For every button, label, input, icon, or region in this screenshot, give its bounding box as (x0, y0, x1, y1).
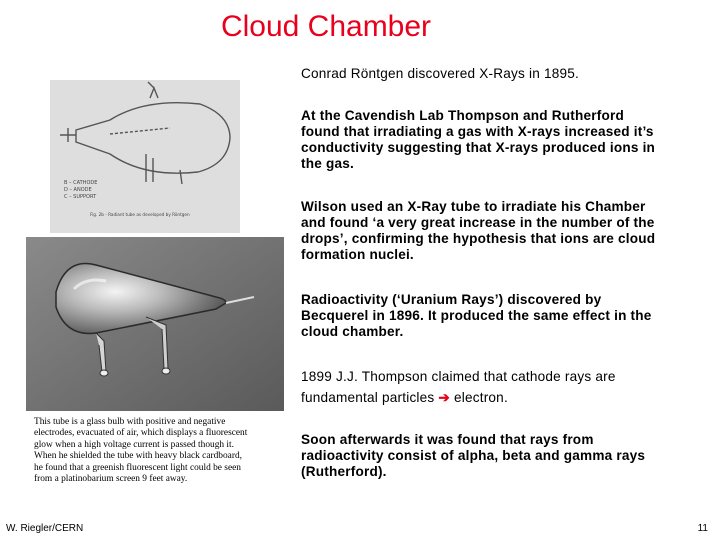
thompson-text: 1899 J.J. Thompson claimed that cathode rays are fundamental particles (301, 369, 616, 405)
page-number: 11 (697, 523, 708, 534)
right-arrow-icon: ➔ (438, 390, 450, 405)
label-support: C – SUPPORT (64, 194, 97, 200)
photo-caption: This tube is a glass bulb with positive and negative electrodes, evacuated of air, which displays a fluorescent glow when a high voltage current is passed though it. When he shielded the tube with heavy black cardboard, he found that a greenish fluorescent light could be seen from a platinobarium screen 9 feet away. (34, 417, 248, 485)
xray-tube-photo (26, 237, 284, 411)
paragraph-cavendish: At the Cavendish Lab Thompson and Rutherford found that irradiating a gas with X-rays increased it’s conductivity suggesting that X-rays produced ions in the gas. (301, 108, 656, 171)
xray-tube-diagram (50, 80, 240, 233)
paragraph-wilson: Wilson used an X-Ray tube to irradiate his Chamber and found ‘a very great increase in the number of the drops’, confirming the hypothesis that ions are cloud formation nuclei. (301, 199, 656, 262)
paragraph-becquerel: Radioactivity (‘Uranium Rays’) discovered by Becquerel in 1896. It produced the same effect in the cloud chamber. (301, 292, 652, 339)
xray-tube-photo-svg (26, 237, 284, 411)
slide-title: Cloud Chamber (220, 10, 432, 43)
paragraph-rutherford: Soon afterwards it was found that rays from radioactivity consist of alpha, beta and gamma rays (Rutherford). (301, 432, 646, 479)
footer-author: W. Riegler/CERN (6, 523, 84, 534)
xray-tube-sketch-svg (50, 80, 240, 233)
label-anode: D – ANODE (64, 187, 92, 193)
paragraph-rontgen: Conrad Röntgen discovered X-Rays in 1895. (301, 66, 579, 81)
label-cathode: B – CATHODE (64, 180, 98, 186)
diagram-caption: Fig. 2b - Radiant tube as developed by Röntgen (90, 212, 190, 217)
thompson-electron: electron. (453, 390, 508, 405)
paragraph-thompson (301, 366, 666, 408)
